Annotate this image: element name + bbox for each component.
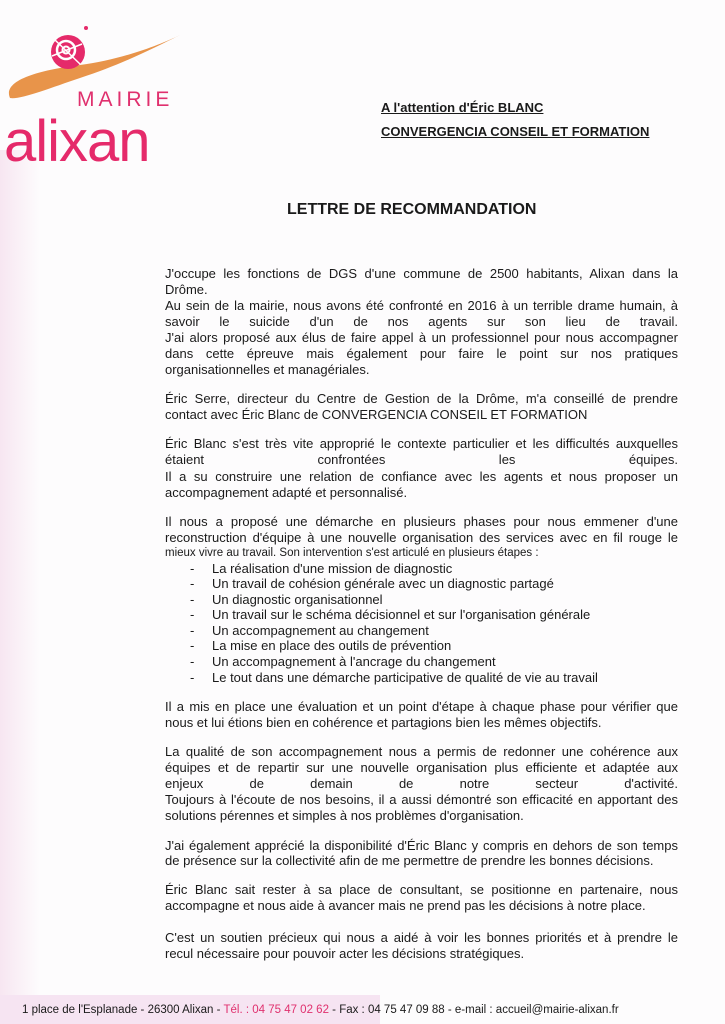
paragraph-line: Éric Serre, directeur du Centre de Gestion de la Drôme, m'a conseillé de prendre [165,391,678,406]
footer [22,1003,619,1017]
footer-contact: - Fax : 04 75 47 09 88 - e-mail : accueil@mairie-alixan.fr [328,1004,619,1016]
bullet-dash: - [190,607,195,622]
paragraph-line: Éric Blanc s'est très vite approprié le contexte particulier et les difficultés auxquelles [165,436,678,451]
paragraph-line: de présence sur la collectivité afin de me permettre de prendre les bonnes décisions. [165,853,654,868]
paragraph-line: solutions pérennes et simples à nos problèmes d'organisation. [165,808,524,823]
bullet-dash: - [190,638,195,653]
paragraph-line: Il a mis en place une évaluation et un point d'étape à chaque phase pour vérifier que [165,699,678,714]
step-text: La réalisation d'une mission de diagnostic [212,561,453,576]
step-text: Un accompagnement à l'ancrage du changement [212,654,496,669]
recipient-name: A l'attention d'Éric BLANC [381,100,544,115]
paragraph-line: Éric Blanc sait rester à sa place de consultant, se positionne en partenaire, nous [165,882,678,897]
bullet-dash: - [190,592,195,607]
paragraph-line: J'occupe les fonctions de DGS d'une commune de 2500 habitants, Alixan dans la [165,266,678,281]
paragraph-line: accompagne et nous aide à avancer mais ne prend pas les décisions à notre place. [165,898,646,913]
paragraph-line: J'ai alors proposé aux élus de faire appel à un professionnel pour nous accompagner [165,330,678,345]
recipient-company: CONVERGENCIA CONSEIL ET FORMATION [381,124,650,139]
step-text: Un travail de cohésion générale avec un diagnostic partagé [212,576,554,591]
step-text: La mise en place des outils de prévention [212,638,452,653]
paragraph-line: Au sein de la mairie, nous avons été confronté en 2016 à un terrible drame humain, à [165,298,678,313]
paragraph-line: équipes et de repartir sur une nouvelle organisation plus efficiente et adaptée aux [165,760,678,775]
bullet-dash: - [190,623,195,638]
paragraph-line: reconstruction d'équipe à une nouvelle organisation des services avec en fil rouge le [165,530,678,545]
step-text: Un accompagnement au changement [212,623,429,638]
logo-mairie: MAIRIE [77,88,174,111]
paragraph-line: dans cette épreuve mais également pour faire le point sur nos pratiques [165,346,678,361]
step-list-item [190,576,554,591]
paragraph-line: C'est un soutien précieux qui nous a aidé à voir les bonnes priorités et à prendre le [165,930,678,945]
paragraph-line: enjeux de demain de notre secteur d'activité. [165,776,678,791]
paragraph-line: accompagnement adapté et personnalisé. [165,485,408,500]
paragraph-line: Il a su construire une relation de confiance avec les agents et nous proposer un [165,469,678,484]
paragraph-line: organisationnelles et managériales. [165,362,370,377]
step-list-item [190,670,598,685]
paragraph-line: contact avec Éric Blanc de CONVERGENCIA CONSEIL ET FORMATION [165,407,588,422]
logo-alixan: alixan [4,109,150,174]
paragraph-line: J'ai également apprécié la disponibilité d'Éric Blanc y compris en dehors de son temps [165,838,678,853]
step-list-item [190,592,383,607]
bullet-dash: - [190,576,195,591]
step-text: Un diagnostic organisationnel [212,592,383,607]
footer-tel: Tél. : 04 75 47 02 62 [223,1004,329,1016]
step-list-item [190,654,496,669]
letter-title: LETTRE DE RECOMMANDATION [287,201,537,218]
bullet-dash: - [190,670,195,685]
paragraph-line: Il nous a proposé une démarche en plusieurs phases pour nous emmener d'une [165,514,678,529]
paragraph-line: La qualité de son accompagnement nous a permis de redonner une cohérence aux [165,744,678,759]
paragraph-line: savoir le suicide d'un de nos agents sur son lieu de travail. [165,314,678,329]
paragraph-line: mieux vivre au travail. Son intervention s'est articulé en plusieurs étapes : [165,547,539,559]
step-text: Un travail sur le schéma décisionnel et sur l'organisation générale [212,607,591,622]
bullet-dash: - [190,561,195,576]
scan-margin [0,150,40,1024]
step-list-item [190,623,429,638]
paragraph-line: Drôme. [165,282,208,297]
bullet-dash: - [190,654,195,669]
footer-address: 1 place de l'Esplanade - 26300 Alixan - [22,1004,224,1016]
step-list-item [190,638,451,653]
paragraph-line: Toujours à l'écoute de nos besoins, il a aussi démontré son efficacité en apportant des [165,792,678,807]
paragraph-line: nous et lui étions bien en cohérence et partagions bien les mêmes objectifs. [165,715,602,730]
step-list-item [190,607,590,622]
step-list-item [190,561,452,576]
step-text: Le tout dans une démarche participative de qualité de vie au travail [212,670,598,685]
paragraph-line: étaient confrontées les équipes. [165,452,678,467]
paragraph-line: recul nécessaire pour pouvoir acter les décisions stratégiques. [165,946,525,961]
